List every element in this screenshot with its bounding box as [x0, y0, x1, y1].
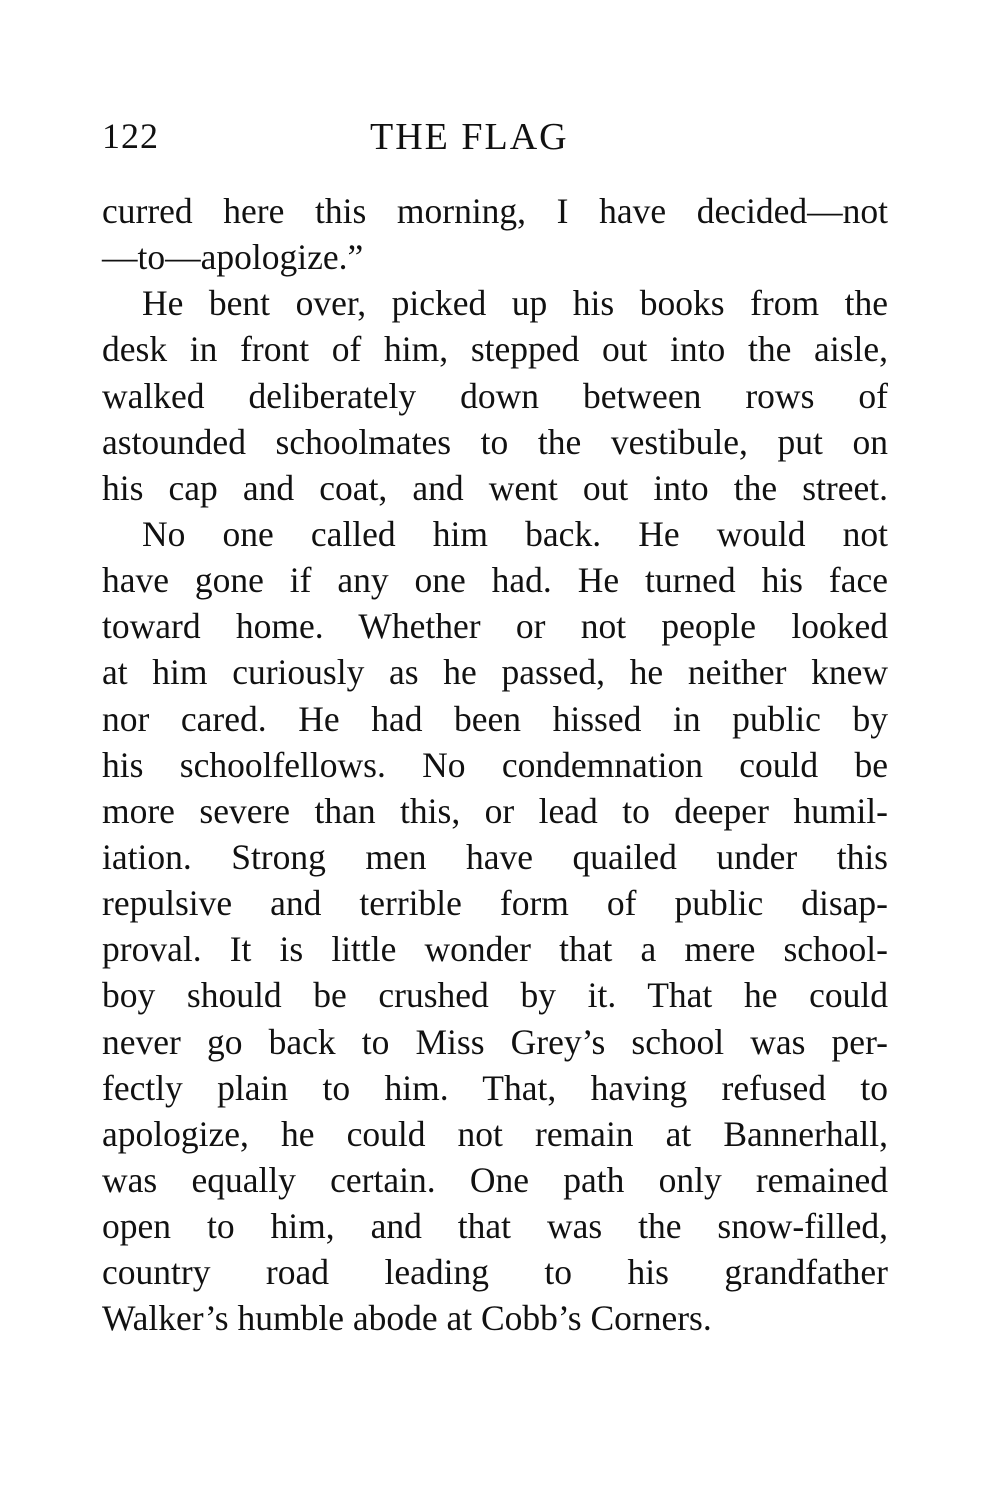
text-line: fectly plain to him. That, having refused to: [102, 1067, 888, 1108]
text-line: curred here this morning, I have decided—not: [102, 191, 888, 231]
text-line: —to—apologize.”: [102, 237, 364, 278]
text-line: walked deliberately down between rows of: [102, 375, 888, 416]
text-line: his schoolfellows. No condemnation could be: [102, 744, 888, 785]
text-line: desk in front of him, stepped out into the aisle,: [102, 329, 888, 370]
text-line: iation. Strong men have quailed under this: [102, 836, 888, 877]
text-line: apologize, he could not remain at Bannerhall,: [102, 1113, 888, 1154]
body-text: [102, 188, 888, 1342]
text-line: Walker’s humble abode at Cobb’s Corners.: [102, 1298, 712, 1339]
text-line: proval. It is little wonder that a mere school-: [102, 929, 888, 970]
text-line: open to him, and that was the snow-filled,: [102, 1206, 888, 1247]
text-line: boy should be crushed by it. That he could: [102, 975, 888, 1016]
text-line: at him curiously as he passed, he neither knew: [102, 652, 888, 693]
running-title: THE FLAG: [370, 116, 569, 158]
text-line: never go back to Miss Grey’s school was per-: [102, 1021, 888, 1062]
text-line: He bent over, picked up his books from the: [142, 283, 888, 324]
page-number: 122: [102, 116, 159, 156]
text-line: have gone if any one had. He turned his face: [102, 560, 888, 601]
text-line: was equally certain. One path only remained: [102, 1159, 888, 1200]
text-line: No one called him back. He would not: [142, 513, 888, 554]
text-line: toward home. Whether or not people looked: [102, 606, 888, 647]
text-line: country road leading to his grandfather: [102, 1252, 888, 1293]
text-line: astounded schoolmates to the vestibule, put on: [102, 421, 888, 462]
page-header: [102, 110, 888, 170]
text-line: nor cared. He had been hissed in public by: [102, 698, 888, 739]
text-line: repulsive and terrible form of public disap-: [102, 883, 888, 924]
text-line: more severe than this, or lead to deeper humil-: [102, 790, 888, 831]
text-line: his cap and coat, and went out into the street.: [102, 467, 888, 508]
book-page: [102, 110, 888, 1342]
